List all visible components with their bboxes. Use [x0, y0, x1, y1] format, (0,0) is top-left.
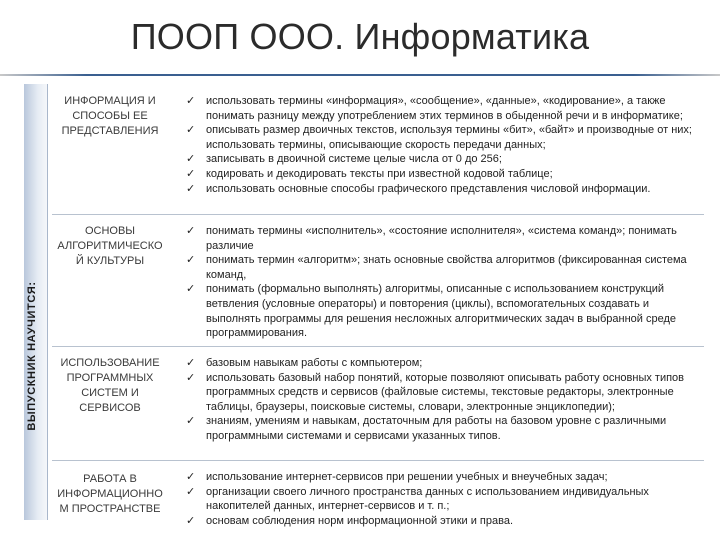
section-category: ИСПОЛЬЗОВАНИЕ ПРОГРАММНЫХ СИСТЕМ И СЕРВИСОВ: [60, 357, 160, 414]
section-divider: [52, 214, 704, 215]
list-item: ✓ знаниям, умениям и навыкам, достаточным для работы на базовом уровне с различными программными системами и сервисами указанных типов.: [186, 415, 667, 442]
side-label: ВЫПУСКНИК НАУЧИТСЯ:: [26, 281, 38, 431]
list-item: ✓ кодировать и декодировать тексты при известной кодовой таблице;: [186, 167, 553, 180]
section-items: [184, 94, 704, 196]
checkmark-icon: ✓: [186, 182, 196, 195]
section-category: ИНФОРМАЦИЯ И СПОСОБЫ ЕЕ ПРЕДСТАВЛЕНИЯ: [61, 95, 159, 137]
section-divider: [52, 460, 704, 461]
list-item: ✓ использовать базовый набор понятий, которые позволяют описывать работу основных типов программных средств и сервисов (файловые системы, текстовые редакторы, электронные таблицы, браузеры, поисковые системы, словари, электронные энциклопедии);: [186, 371, 685, 413]
checkmark-icon: ✓: [186, 95, 196, 107]
section-divider: [52, 346, 704, 347]
checkmark-icon: ✓: [186, 485, 196, 498]
list-item: ✓ использовать основные способы графического представления числовой информации.: [186, 182, 651, 195]
checkmark-icon: ✓: [186, 283, 196, 296]
section-items: [184, 224, 704, 341]
checkmark-icon: ✓: [186, 167, 196, 180]
checkmark-icon: ✓: [186, 471, 196, 483]
section-category: РАБОТА В ИНФОРМАЦИОННО М ПРОСТРАНСТВЕ: [57, 473, 163, 515]
list-item: ✓ базовым навыкам работы с компьютером;: [186, 357, 423, 369]
section-info-space: [52, 468, 704, 532]
checkmark-icon: ✓: [186, 254, 196, 267]
section-category: ОСНОВЫ АЛГОРИТМИЧЕСКО Й КУЛЬТУРЫ: [57, 225, 163, 267]
checkmark-icon: ✓: [186, 124, 196, 137]
section-items: [184, 356, 704, 444]
list-item: ✓ понимать термин «алгоритм»; знать основные свойства алгоритмов (фиксированная система команд,: [186, 254, 687, 281]
checkmark-icon: ✓: [186, 514, 196, 527]
list-item: ✓ использование интернет-сервисов при решении учебных и внеучебных задач;: [186, 471, 608, 483]
list-item: ✓ описывать размер двоичных текстов, используя термины «бит», «байт» и производные от них; использовать термины, описывающие скорость передачи данных;: [186, 124, 692, 151]
page-title: ПООП ООО. Информатика: [130, 16, 590, 57]
section-software: [52, 354, 704, 458]
title-divider: [0, 74, 720, 76]
list-item: ✓ записывать в двоичной системе целые числа от 0 до 256;: [186, 153, 502, 166]
checkmark-icon: ✓: [186, 153, 196, 166]
section-algorithms: [52, 222, 704, 344]
checkmark-icon: ✓: [186, 225, 196, 237]
checkmark-icon: ✓: [186, 371, 196, 384]
list-item: ✓ понимать (формально выполнять) алгоритмы, описанные с использованием конструкций ветвления (условные операторы) и повторения (циклы), вспомогательных создавать и выполнять программы для решения несложных алгоритмических задач в выбранной среде программирования.: [186, 283, 676, 340]
checkmark-icon: ✓: [186, 357, 196, 369]
section-information: [52, 92, 704, 212]
checkmark-icon: ✓: [186, 415, 196, 428]
list-item: ✓ использовать термины «информация», «сообщение», «данные», «кодирование», а также понимать разницу между употреблением этих терминов в обыденной речи и в информатике;: [186, 95, 683, 122]
list-item: ✓ основам соблюдения норм информационной этики и права.: [186, 514, 514, 527]
section-items: [184, 470, 704, 528]
list-item: ✓ понимать термины «исполнитель», «состояние исполнителя», «система команд»; понимать различие: [186, 225, 677, 252]
list-item: ✓ организации своего личного пространства данных с использованием индивидуальных накопителей данных, интернет-сервисов и т. п.;: [186, 485, 649, 513]
